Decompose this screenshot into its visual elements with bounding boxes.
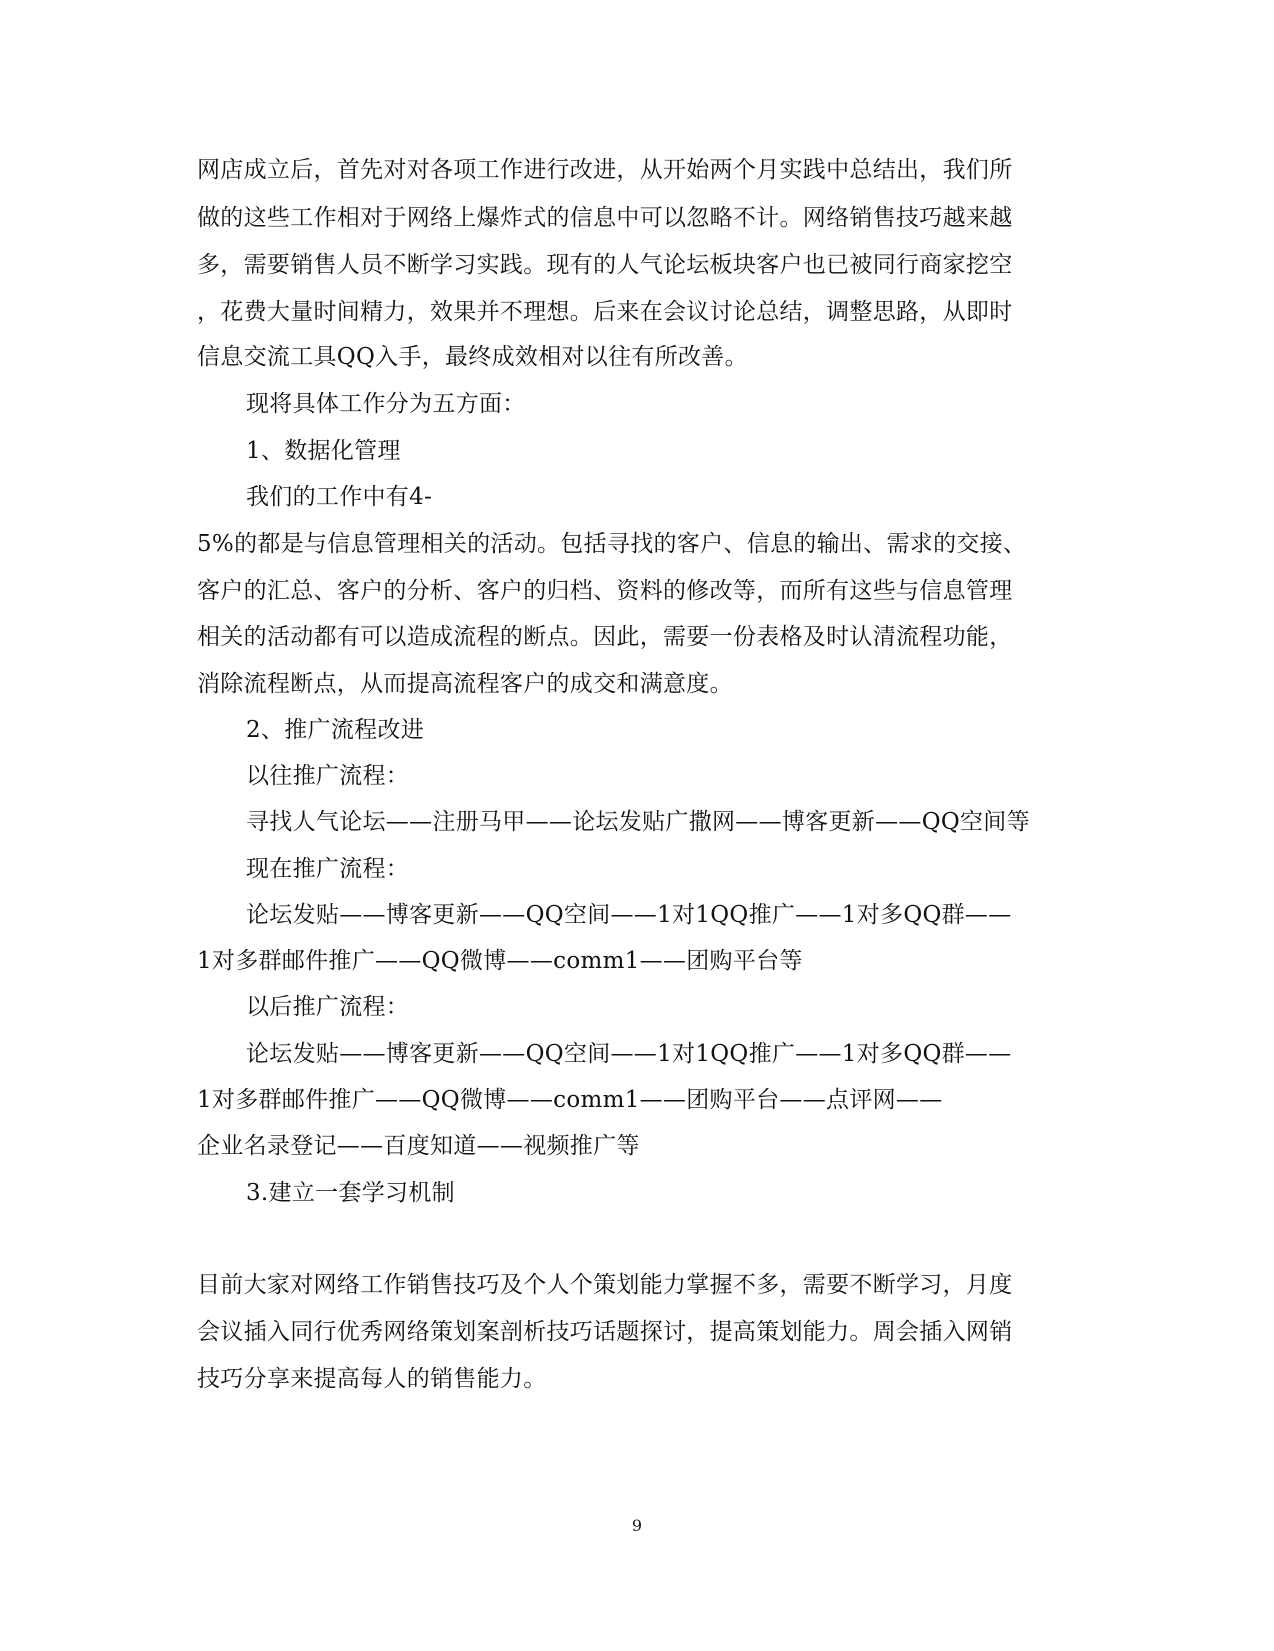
current-flow-line-1: 论坛发贴——博客更新——QQ空间——1对1QQ推广——1对多QQ群——: [246, 902, 1012, 928]
future-flow-line-2: 1对多群邮件推广——QQ微博——comm1——团购平台——点评网——: [197, 1087, 943, 1113]
intro-line-3: 多，需要销售人员不断学习实践。现有的人气论坛板块客户也已被同行商家挖空: [197, 252, 1013, 278]
intro-line-2: 做的这些工作相对于网络上爆炸式的信息中可以忽略不计。网络销售技巧越来越: [197, 205, 1013, 231]
past-flow-label: 以往推广流程：: [246, 763, 410, 789]
intro-line-5: 信息交流工具QQ入手，最终成效相对以往有所改善。: [197, 344, 748, 370]
current-flow-line-2: 1对多群邮件推广——QQ微博——comm1——团购平台等: [197, 948, 803, 974]
future-flow-label: 以后推广流程：: [246, 994, 410, 1020]
section3-line-2: 会议插入同行优秀网络策划案剖析技巧话题探讨，提高策划能力。周会插入网销: [197, 1319, 1013, 1345]
section3-heading: 3.建立一套学习机制: [246, 1180, 455, 1206]
section1-line-2: 5%的都是与信息管理相关的活动。包括寻找的客户、信息的输出、需求的交接、: [197, 531, 1027, 557]
five-aspects-intro: 现将具体工作分为五方面：: [246, 391, 526, 417]
future-flow-line-3: 企业名录登记——百度知道——视频推广等: [197, 1133, 640, 1159]
section2-heading: 2、推广流程改进: [246, 717, 425, 743]
section1-line-5: 消除流程断点，从而提高流程客户的成交和满意度。: [197, 671, 733, 697]
section3-line-3: 技巧分享来提高每人的销售能力。: [197, 1366, 547, 1392]
future-flow-line-1: 论坛发贴——博客更新——QQ空间——1对1QQ推广——1对多QQ群——: [246, 1041, 1012, 1067]
section1-line-1: 我们的工作中有4-: [246, 484, 433, 510]
intro-line-1: 网店成立后，首先对对各项工作进行改进，从开始两个月实践中总结出，我们所: [197, 157, 1013, 183]
current-flow-label: 现在推广流程：: [246, 856, 410, 882]
past-flow: 寻找人气论坛——注册马甲——论坛发贴广撒网——博客更新——QQ空间等: [246, 809, 1030, 835]
section1-line-3: 客户的汇总、客户的分析、客户的归档、资料的修改等，而所有这些与信息管理: [197, 578, 1013, 604]
page-number: 9: [631, 1516, 643, 1535]
section1-line-4: 相关的活动都有可以造成流程的断点。因此，需要一份表格及时认清流程功能，: [197, 624, 1013, 650]
section3-line-1: 目前大家对网络工作销售技巧及个人个策划能力掌握不多，需要不断学习，月度: [197, 1272, 1013, 1298]
intro-line-4: ，花费大量时间精力，效果并不理想。后来在会议讨论总结，调整思路，从即时: [197, 299, 1013, 325]
section1-heading: 1、数据化管理: [246, 438, 401, 464]
